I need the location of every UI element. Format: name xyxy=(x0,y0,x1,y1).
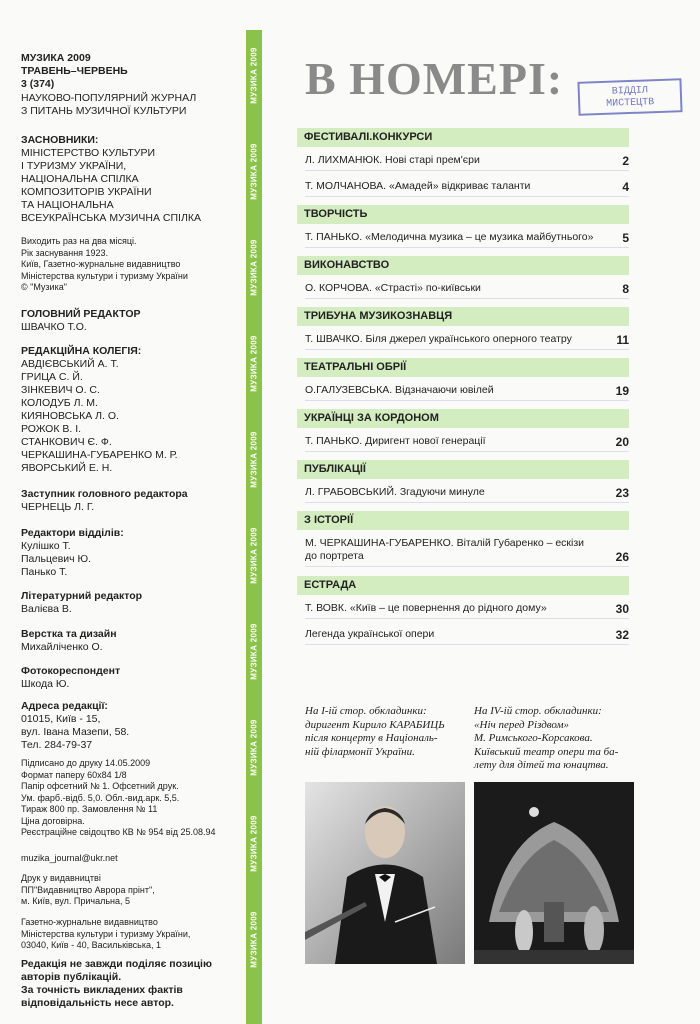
masthead-line: АВДІЄВСЬКИЙ А. Т. xyxy=(21,358,119,370)
toc-entry-title: О.ГАЛУЗЕВСЬКА. Відзначаючи ювілей xyxy=(305,384,494,396)
caption-back-cover xyxy=(474,705,634,773)
toc-entry-page: 19 xyxy=(615,384,629,398)
toc-entry-page: 2 xyxy=(622,154,629,168)
stripe-label xyxy=(246,712,262,782)
toc-entry-title: Т. ПАНЬКО. Диригент нової генерації xyxy=(305,435,486,447)
masthead-deputy: ЧЕРНЕЦЬ Л. Г. xyxy=(21,501,95,513)
masthead-founders xyxy=(21,147,241,225)
masthead-lit-label: Літературний редактор xyxy=(21,590,143,602)
masthead-line: Редакція не завжди поділяє позицію xyxy=(21,958,212,970)
masthead-board-label: РЕДАКЦІЙНА КОЛЕГІЯ: xyxy=(21,345,142,357)
caption-line: ній філармонії України. xyxy=(305,745,415,758)
stripe-label-text: МУЗИКА 2009 xyxy=(249,814,259,872)
toc-entry-title: О. КОРЧОВА. «Страсті» по-київськи xyxy=(305,282,481,294)
masthead-issue xyxy=(21,52,241,91)
toc-entry-title: М. ЧЕРКАШИНА-ГУБАРЕНКО. Віталій Губаренко – ескізи до портрета xyxy=(305,537,585,562)
toc-entry-title: Л. ЛИХМАНЮК. Нові старі прем'єри xyxy=(305,154,480,166)
masthead-line: Міністерства культури і туризму України xyxy=(21,270,188,281)
toc-entry-page: 20 xyxy=(615,435,629,449)
masthead-line: вул. Івана Мазепи, 58. xyxy=(21,726,130,738)
toc-entry-title: Л. ГРАБОВСЬКИЙ. Згадуючи минуле xyxy=(305,486,485,498)
toc-section-header: ТЕАТРАЛЬНІ ОБРІЇ xyxy=(297,358,629,377)
masthead-founders-label: ЗАСНОВНИКИ: xyxy=(21,134,99,146)
masthead-line: НАЦІОНАЛЬНА СПІЛКА xyxy=(21,173,139,185)
toc-section-header: УКРАЇНЦІ ЗА КОРДОНОМ xyxy=(297,409,629,428)
caption-line: після концерту в Національ- xyxy=(305,732,438,744)
masthead-line: Виходить раз на два місяці. xyxy=(21,236,137,246)
masthead-line: Панько Т. xyxy=(21,566,68,578)
masthead-design-label: Верстка та дизайн xyxy=(21,628,117,640)
toc-entry-page: 32 xyxy=(615,628,629,642)
masthead-dept xyxy=(21,540,241,579)
caption-line: «Ніч перед Різдвом» xyxy=(474,718,570,731)
masthead-line: Пальцевич Ю. xyxy=(21,553,92,565)
masthead-line: ТА НАЦІОНАЛЬНА xyxy=(21,199,114,211)
toc-entry-page: 30 xyxy=(615,602,629,616)
masthead-line: Ум. фарб.-відб. 5,0. Обл.-вид.арк. 5,5. xyxy=(21,792,180,803)
masthead-line: Тел. 284-79-37 xyxy=(21,739,93,751)
masthead-line: ПП"Видавництво Аврора прінт", xyxy=(21,884,155,895)
masthead-line: Підписано до друку 14.05.2009 xyxy=(21,758,151,768)
toc-section-header: ФЕСТИВАЛІ.КОНКУРСИ xyxy=(297,128,629,147)
toc-entry-title: Т. ШВАЧКО. Біля джерел українського оперного театру xyxy=(305,333,572,345)
caption-line: На І-ій стор. обкладинки: xyxy=(305,705,427,717)
caption-line: На IV-ій стор. обкладинки: xyxy=(474,705,602,717)
masthead-line: СТАНКОВИЧ Є. Ф. xyxy=(21,436,112,448)
masthead-line: ЯВОРСЬКИЙ Е. Н. xyxy=(21,462,113,474)
masthead-line: © "Музика" xyxy=(21,282,67,292)
masthead-line: КОМПОЗИТОРІВ УКРАЇНИ xyxy=(21,186,152,198)
masthead-subtitle xyxy=(21,92,241,118)
toc-entry[interactable] xyxy=(305,628,629,645)
masthead-line: ЧЕРКАШИНА-ГУБАРЕНКО М. Р. xyxy=(21,449,178,461)
masthead-line: Формат паперу 60х84 1/8 xyxy=(21,769,127,780)
toc-section-header: ВИКОНАВСТВО xyxy=(297,256,629,275)
masthead-line: МІНІСТЕРСТВО КУЛЬТУРИ xyxy=(21,147,156,159)
toc-entry-title: Легенда української опери xyxy=(305,628,435,640)
toc-section-header: ТРИБУНА МУЗИКОЗНАВЦЯ xyxy=(297,307,629,326)
masthead-line: відповідальність несе автор. xyxy=(21,997,174,1009)
masthead-photo: Шкода Ю. xyxy=(21,678,70,690)
toc-section-header: ЕСТРАДА xyxy=(297,576,629,595)
masthead-lit: Валієва В. xyxy=(21,603,72,615)
stripe-label xyxy=(246,424,262,494)
masthead-line: Ціна договірна. xyxy=(21,815,85,826)
masthead-photo-label: Фотокореспондент xyxy=(21,665,121,677)
masthead-publish-info xyxy=(21,236,241,294)
stripe-label-text: МУЗИКА 2009 xyxy=(249,238,259,296)
masthead-line: КОЛОДУБ Л. М. xyxy=(21,397,98,409)
toc-entry-title: Т. МОЛЧАНОВА. «Амадей» відкриває таланти xyxy=(305,180,531,192)
masthead-publisher xyxy=(21,917,241,952)
masthead-line: РОЖОК В. І. xyxy=(21,423,82,435)
toc-entry-page: 4 xyxy=(622,180,629,194)
stripe-label-text: МУЗИКА 2009 xyxy=(249,142,259,200)
toc-entry[interactable] xyxy=(305,180,629,197)
stripe-label xyxy=(246,328,262,398)
masthead-line: Папір офсетний № 1. Офсетний друк. xyxy=(21,781,179,791)
stripe-label xyxy=(246,616,262,686)
caption-line: Київський театр опери та ба- xyxy=(474,745,619,758)
page-title: В НОМЕРІ: xyxy=(305,53,564,104)
toc-entry[interactable] xyxy=(305,435,629,452)
masthead-line: МУЗИКА 2009 xyxy=(21,52,91,64)
masthead-line: Міністерства культури і туризму України, xyxy=(21,928,191,939)
toc-entry-page: 11 xyxy=(616,333,629,347)
toc-entry-title: Т. ПАНЬКО. «Мелодична музика – це музика майбутнього» xyxy=(305,231,594,243)
stripe-label-text: МУЗИКА 2009 xyxy=(249,46,259,104)
masthead-address-label: Адреса редакції: xyxy=(21,700,108,712)
stripe-label-text: МУЗИКА 2009 xyxy=(249,334,259,392)
masthead-line: НАУКОВО-ПОПУЛЯРНИЙ ЖУРНАЛ xyxy=(21,92,197,104)
toc-entry[interactable] xyxy=(305,486,629,503)
stripe-label-text: МУЗИКА 2009 xyxy=(249,526,259,584)
masthead-chief: ШВАЧКО Т.О. xyxy=(21,321,87,333)
masthead-line: Тираж 800 пр. Замовлення № 11 xyxy=(21,804,158,814)
masthead-line: Кулішко Т. xyxy=(21,540,71,552)
masthead-line: 03040, Київ - 40, Васильківська, 1 xyxy=(21,940,162,950)
masthead-line: Друк у видавництві xyxy=(21,873,101,883)
toc-entry[interactable] xyxy=(305,282,629,299)
toc-section-header: ТВОРЧІСТЬ xyxy=(297,205,629,224)
masthead-chief-label: ГОЛОВНИЙ РЕДАКТОР xyxy=(21,308,141,320)
toc-entry[interactable] xyxy=(305,602,629,619)
toc-entry-page: 8 xyxy=(622,282,629,296)
caption-line: М. Римського-Корсакова. xyxy=(474,732,593,744)
stamp-line-2: МИСТЕЦТВ xyxy=(606,97,655,110)
masthead-line: За точність викладених фактів xyxy=(21,984,183,996)
masthead-line: ЗІНКЕВИЧ О. С. xyxy=(21,384,100,396)
masthead-line: ГРИЦА С. Й. xyxy=(21,371,83,383)
toc-entry-page: 26 xyxy=(615,550,629,564)
library-stamp xyxy=(577,78,682,116)
masthead-address xyxy=(21,713,241,752)
masthead-design: Михайліченко О. xyxy=(21,641,103,653)
masthead-line: Газетно-журнальне видавництво xyxy=(21,917,158,927)
stripe-label xyxy=(246,232,262,302)
stripe-label xyxy=(246,904,262,974)
toc-entry[interactable] xyxy=(305,333,629,350)
toc-entry-title: Т. ВОВК. «Київ – це повернення до рідного дому» xyxy=(305,602,547,614)
caption-line: диригент Кирило КАРАБИЦЬ xyxy=(305,718,445,731)
masthead-deputy-label: Заступник головного редактора xyxy=(21,488,188,500)
toc-entry-page: 5 xyxy=(622,231,629,245)
toc-section-header: З ІСТОРІЇ xyxy=(297,511,629,530)
masthead-line: ТРАВЕНЬ–ЧЕРВЕНЬ xyxy=(21,65,128,77)
toc-entry[interactable] xyxy=(305,537,629,567)
stripe-label-text: МУЗИКА 2009 xyxy=(249,622,259,680)
conductor-photo xyxy=(305,782,465,964)
masthead-line: Реєстраційне свідоцтво КВ № 954 від 25.08.94 xyxy=(21,827,216,837)
toc-entry[interactable] xyxy=(305,231,629,248)
stripe-label xyxy=(246,520,262,590)
masthead-line: 01015, Київ - 15, xyxy=(21,713,101,725)
caption-front-cover xyxy=(305,705,465,759)
masthead-line: І ТУРИЗМУ УКРАЇНИ, xyxy=(21,160,127,172)
stripe-label xyxy=(246,136,262,206)
masthead-line: 3 (374) xyxy=(21,78,55,90)
toc-entry[interactable] xyxy=(305,154,629,171)
masthead-board xyxy=(21,358,241,475)
stripe-label-text: МУЗИКА 2009 xyxy=(249,910,259,968)
toc-entry[interactable] xyxy=(305,384,629,401)
stripe-label-text: МУЗИКА 2009 xyxy=(249,718,259,776)
masthead-disclaimer xyxy=(21,958,241,1010)
stripe-label xyxy=(246,40,262,110)
masthead-line: КИЯНОВСЬКА Л. О. xyxy=(21,410,119,422)
masthead-line: ВСЕУКРАЇНСЬКА МУЗИЧНА СПІЛКА xyxy=(21,212,201,224)
masthead-line: авторів публікацій. xyxy=(21,971,122,983)
masthead-print-info xyxy=(21,758,241,839)
masthead-line: З ПИТАНЬ МУЗИЧНОЇ КУЛЬТУРИ xyxy=(21,105,187,117)
stamp-line-1: ВІДДІЛ xyxy=(611,85,648,98)
masthead-line: Рік заснування 1923. xyxy=(21,247,109,258)
stripe-label-text: МУЗИКА 2009 xyxy=(249,430,259,488)
masthead-line: м. Київ, вул. Причальна, 5 xyxy=(21,896,130,906)
masthead-email: muzika_journal@ukr.net xyxy=(21,853,118,863)
opera-scene-photo xyxy=(474,782,634,964)
toc-entry-page: 23 xyxy=(615,486,629,500)
masthead-printer xyxy=(21,873,241,908)
masthead-dept-label: Редактори відділів: xyxy=(21,527,124,539)
stripe-label xyxy=(246,808,262,878)
toc-section-header: ПУБЛІКАЦІЇ xyxy=(297,460,629,479)
masthead-line: Київ, Газетно-журнальне видавництво xyxy=(21,259,181,269)
caption-line: лету для дітей та юнацтва. xyxy=(474,759,609,771)
masthead xyxy=(0,0,246,1024)
